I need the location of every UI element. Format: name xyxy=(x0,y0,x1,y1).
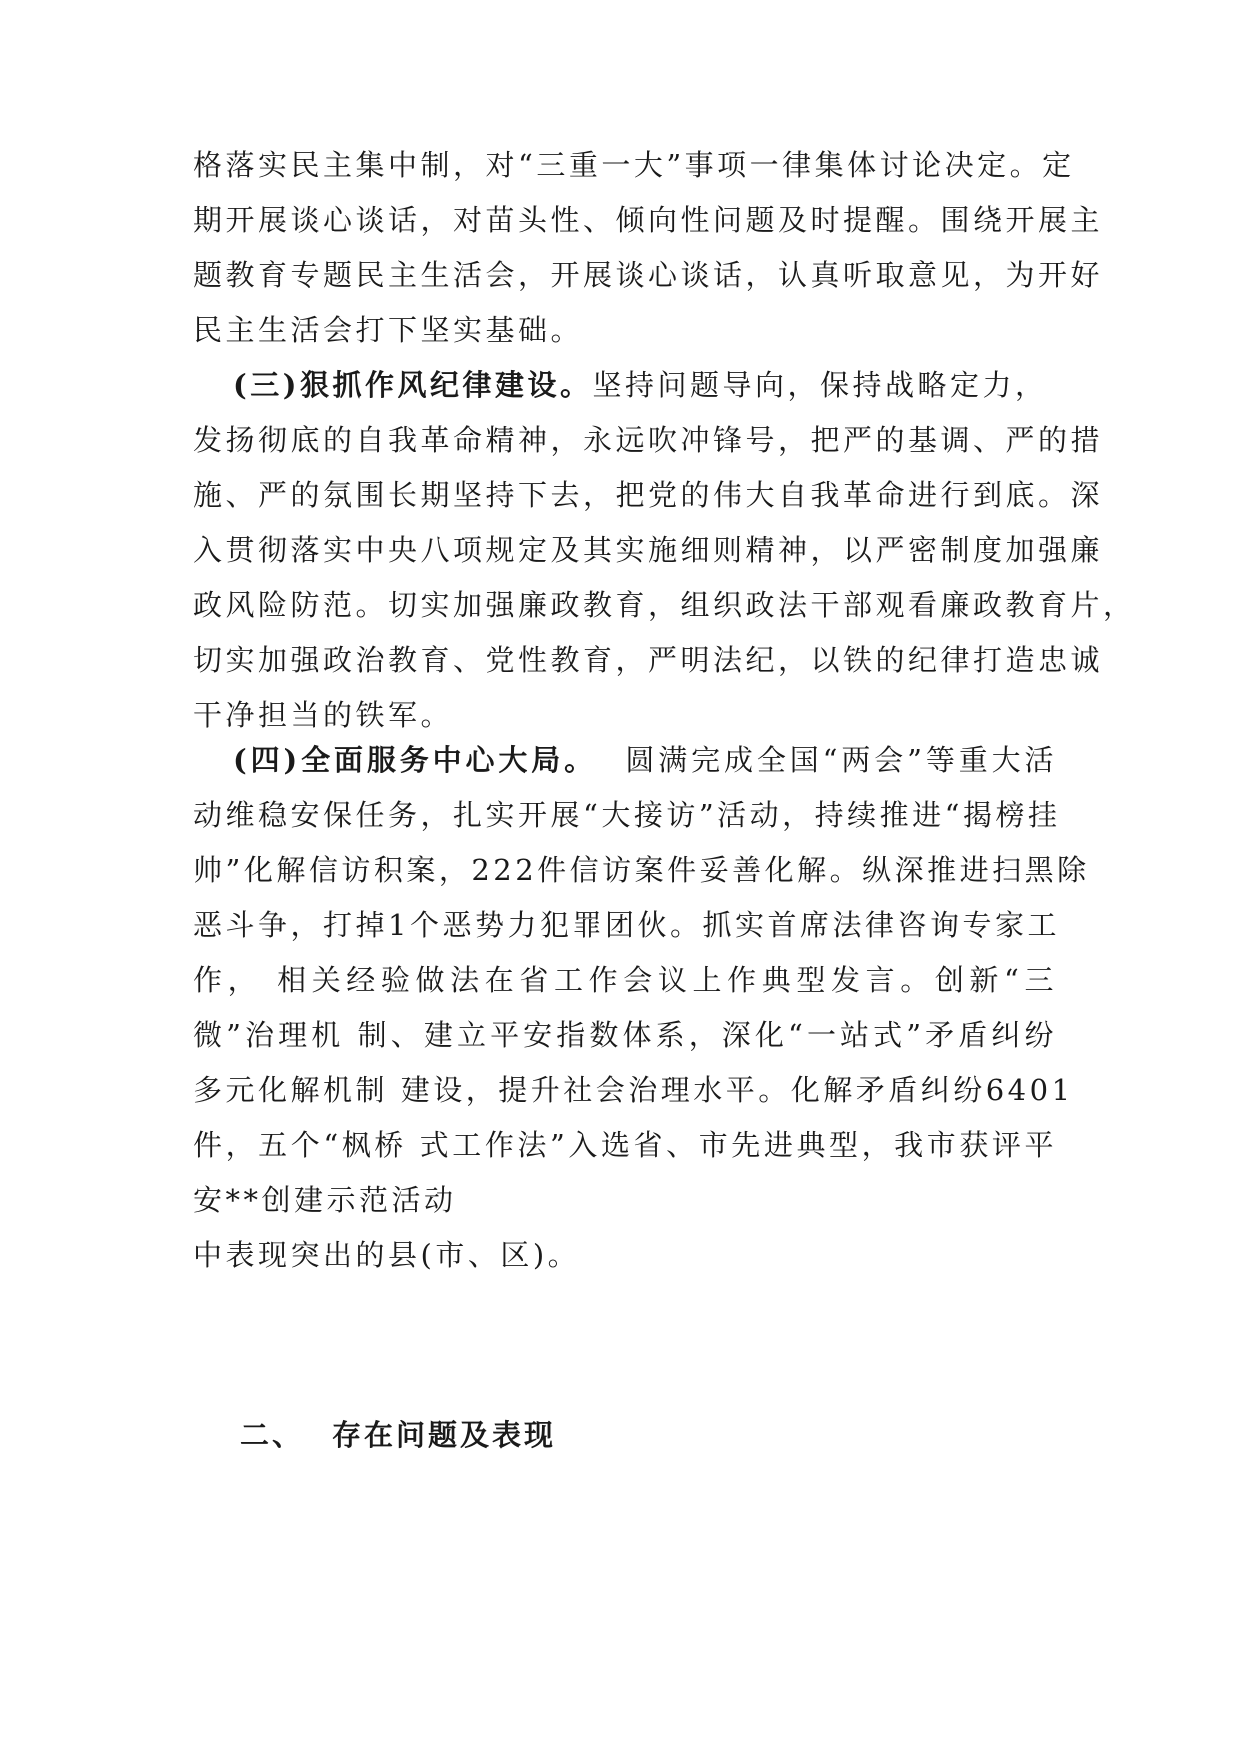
text-line: 恶斗争，打掉1个恶势力犯罪团伙。抓实首席法律咨询专家工 xyxy=(193,908,1060,942)
text-line: 干净担当的铁军。 xyxy=(193,698,454,732)
text-line: 民主生活会打下坚实基础。 xyxy=(193,313,584,347)
text-line: 微”治理机 制、建立平安指数体系，深化“一站式”矛盾纠纷 xyxy=(193,1018,1057,1052)
section-heading xyxy=(240,1408,556,1463)
section-title: 存在问题及表现 xyxy=(332,1418,557,1452)
text-line: 中表现突出的县(市、区)。 xyxy=(193,1238,581,1272)
text-line: 安**创建示范活动 xyxy=(193,1183,457,1217)
text-line: 发扬彻底的自我革命精神，永远吹冲锋号，把严的基调、严的措 xyxy=(193,423,1104,457)
paragraph-serve-overall xyxy=(193,733,1090,1283)
paragraph-discipline-building xyxy=(193,358,1136,743)
text-line: 动维稳安保任务，扎实开展“大接访”活动，持续推进“揭榜挂 xyxy=(193,798,1061,832)
text-line: 入贯彻落实中央八项规定及其实施细则精神，以严密制度加强廉 xyxy=(193,533,1104,567)
paragraph-heading: (四)全面服务中心大局。 xyxy=(233,743,598,777)
text-line: 帅”化解信访积案，222件信访案件妥善化解。纵深推进扫黑除 xyxy=(193,853,1090,887)
text-line: 多元化解机制 建设，提升社会治理水平。化解矛盾纠纷6401 xyxy=(193,1073,1074,1107)
text-line: 期开展谈心谈话，对苗头性、倾向性问题及时提醒。围绕开展主 xyxy=(193,203,1104,237)
text-line xyxy=(193,358,1057,413)
text-segment: 坚持问题导向，保持战略定力， xyxy=(592,368,1048,402)
text-line: 件，五个“枫桥 式工作法”入选省、市先进典型，我市获评平 xyxy=(193,1128,1057,1162)
text-line: 施、严的氛围长期坚持下去，把党的伟大自我革命进行到底。深 xyxy=(193,478,1104,512)
section-number: 二、 xyxy=(240,1418,305,1452)
text-line: 格落实民主集中制，对“三重一大”事项一律集体讨论决定。定 xyxy=(193,148,1075,182)
text-segment: 圆满完成全国“两会”等重大活 xyxy=(625,743,1057,777)
paragraph-democratic-centralism xyxy=(193,138,1104,358)
text-line xyxy=(193,733,1057,788)
text-line: 作， 相关经验做法在省工作会议上作典型发言。创新“三 xyxy=(193,963,1057,997)
paragraph-heading: (三)狠抓作风纪律建设。 xyxy=(233,368,593,402)
text-line: 题教育专题民主生活会，开展谈心谈话，认真听取意见，为开好 xyxy=(193,258,1104,292)
text-line: 切实加强政治教育、党性教育，严明法纪，以铁的纪律打造忠诚 xyxy=(193,643,1104,677)
text-line: 政风险防范。切实加强廉政教育，组织政法干部观看廉政教育片， xyxy=(193,588,1136,622)
